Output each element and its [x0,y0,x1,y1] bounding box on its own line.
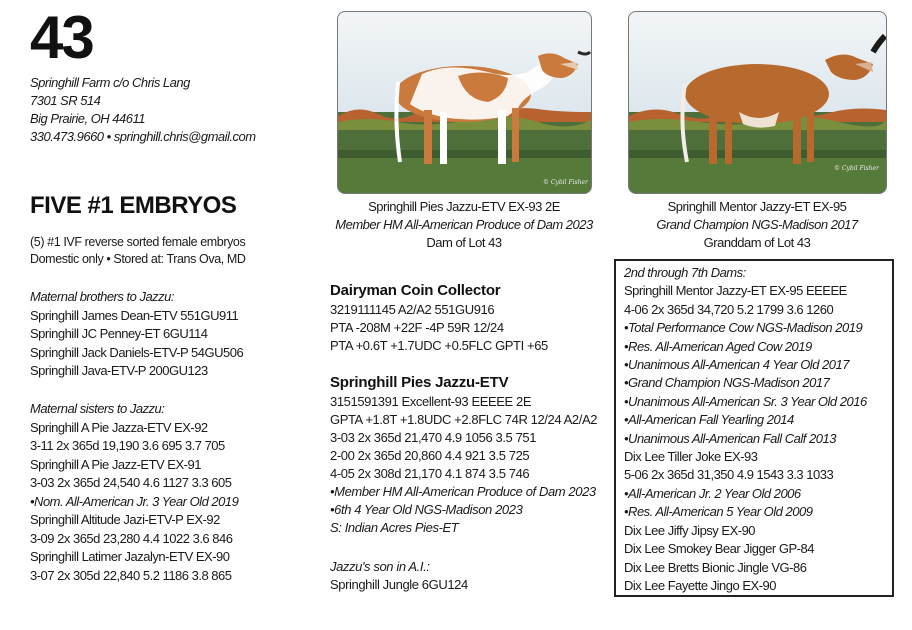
granddam-caption-honor: Grand Champion NGS-Madison 2017 [656,217,858,232]
sire-line: 3219111145 A2/A2 551GU916 [330,302,495,317]
dam-block [330,373,597,537]
sister-name: Springhill A Pie Jazz-ETV EX-91 [30,456,201,472]
address-line: Springhill Farm c/o Chris Lang [30,75,190,90]
production-record: 3-03 2x 365d 24,540 4.6 1127 3.3 605 [30,475,232,490]
brother-item: Springhill James Dean-ETV 551GU911 [30,307,239,323]
dam-entry-line: 5-06 2x 365d 31,350 4.9 1543 3.3 1033 [624,467,834,483]
honor-line: •Total Performance Cow NGS-Madison 2019 [624,320,863,336]
dam-detail-line: 3-03 2x 365d 21,470 4.9 1056 3.5 751 [330,430,537,445]
brother-item: Springhill Jack Daniels-ETV-P 54GU506 [30,344,244,360]
granddam-photo [628,11,887,194]
maternal-sisters [30,400,238,585]
dam-detail-line: 3151591391 Excellent-93 EEEEE 2E [330,394,532,409]
dam-entry-line: Dix Lee Tiller Joke EX-93 [624,449,758,465]
maternal-sisters-heading: Maternal sisters to Jazzu: [30,401,165,416]
honor-line: •Grand Champion NGS-Madison 2017 [624,375,830,391]
dam-entry-line: Dix Lee Fayette Jingo EX-90 [624,577,776,593]
sire-line: PTA +0.6T +1.7UDC +0.5FLC GPTI +65 [330,338,548,353]
sister-name: Springhill Altitude Jazi-ETV-P EX-92 [30,512,220,527]
production-record: 3-09 2x 365d 23,280 4.4 1022 3.6 846 [30,530,233,546]
maternal-brothers-heading: Maternal brothers to Jazzu: [30,289,175,304]
honor-line: •Unanimous All-American Sr. 3 Year Old 2016 [624,393,867,409]
offering-description [30,234,246,268]
dams-box-lines [624,282,892,595]
maternal-sisters-list [30,419,238,586]
lot-number: 43 [30,4,93,71]
address-line: Big Prairie, OH 44611 [30,111,145,126]
dam-detail-line: GPTA +1.8T +1.8UDC +2.8FLC 74R 12/24 A2/A2 [330,412,598,427]
photo-watermark: © Cybil Fisher [834,165,879,172]
dam-detail-line: 2-00 2x 365d 20,860 4.4 921 3.5 725 [330,448,530,463]
dam-honor-line: •Member HM All-American Produce of Dam 2023 [330,484,596,499]
sire-line: PTA -208M +22F -4P 59R 12/24 [330,320,504,335]
dam-honor-line: •6th 4 Year Old NGS-Madison 2023 [330,502,523,517]
son-heading: Jazzu's son in A.I.: [330,559,430,574]
dams-box-heading: 2nd through 7th Dams: [624,265,746,280]
dam-entry-line: Dix Lee Bretts Bionic Jingle VG-86 [624,559,807,575]
dam-caption-name: Springhill Pies Jazzu-ETV EX-93 2E [368,199,560,214]
cow-photo-illustration [629,12,886,193]
production-record: 3-11 2x 365d 19,190 3.6 695 3.7 705 [30,438,225,453]
dam-entry-line: 4-06 2x 365d 34,720 5.2 1799 3.6 1260 [624,301,834,317]
dams-box [614,259,894,597]
dam-photo [337,11,592,194]
honor-line: •Nom. All-American Jr. 3 Year Old 2019 [30,493,239,509]
son-name: Springhill Jungle 6GU124 [330,577,468,592]
dam-caption-honor: Member HM All-American Produce of Dam 2023 [335,217,593,232]
contact-line: 330.473.9660 • springhill.chris@gmail.com [30,129,256,144]
dam-caption [330,198,598,252]
dam-entry-line: Springhill Mentor Jazzy-ET EX-95 EEEEE [624,283,847,299]
sister-name: Springhill A Pie Jazza-ETV EX-92 [30,419,208,435]
brother-item: Springhill JC Penney-ET 6GU114 [30,326,208,341]
production-record: 3-07 2x 305d 22,840 5.2 1186 3.8 865 [30,567,232,583]
consignor-address [30,74,256,146]
honor-line: •Res. All-American Aged Cow 2019 [624,338,812,354]
granddam-caption-relation: Granddam of Lot 43 [703,235,811,250]
granddam-caption [624,198,890,252]
offering-title: FIVE #1 EMBRYOS [30,192,237,219]
sister-name: Springhill Latimer Jazalyn-ETV EX-90 [30,549,230,564]
dam-honor-line: S: Indian Acres Pies-ET [330,520,459,535]
honor-line: •Unanimous All-American 4 Year Old 2017 [624,357,849,373]
sire-block [330,281,548,355]
brother-item: Springhill Java-ETV-P 200GU123 [30,363,208,378]
son-block [330,558,468,594]
honor-line: •All-American Jr. 2 Year Old 2006 [624,485,801,501]
honor-line: •Res. All-American 5 Year Old 2009 [624,504,813,520]
dam-entry-line: Dix Lee Smokey Bear Jigger GP-84 [624,541,814,557]
sire-name: Dairyman Coin Collector [330,282,501,299]
photo-watermark: © Cybil Fisher [543,179,588,186]
dam-entry-line: Dix Lee Jiffy Jipsy EX-90 [624,522,756,538]
granddam-caption-name: Springhill Mentor Jazzy-ET EX-95 [667,199,847,214]
maternal-brothers [30,288,243,381]
dam-lines [330,393,597,537]
honor-line: •All-American Fall Yearling 2014 [624,412,794,428]
honor-line: •Unanimous All-American Fall Calf 2013 [624,430,836,446]
offering-line: (5) #1 IVF reverse sorted female embryos [30,235,246,249]
cow-photo-illustration [338,12,591,193]
dam-name: Springhill Pies Jazzu-ETV [330,374,509,391]
dam-caption-relation: Dam of Lot 43 [426,235,502,250]
dam-detail-line: 4-05 2x 308d 21,170 4.1 874 3.5 746 [330,466,530,481]
offering-line: Domestic only • Stored at: Trans Ova, MD [30,252,246,266]
address-line: 7301 SR 514 [30,93,101,108]
